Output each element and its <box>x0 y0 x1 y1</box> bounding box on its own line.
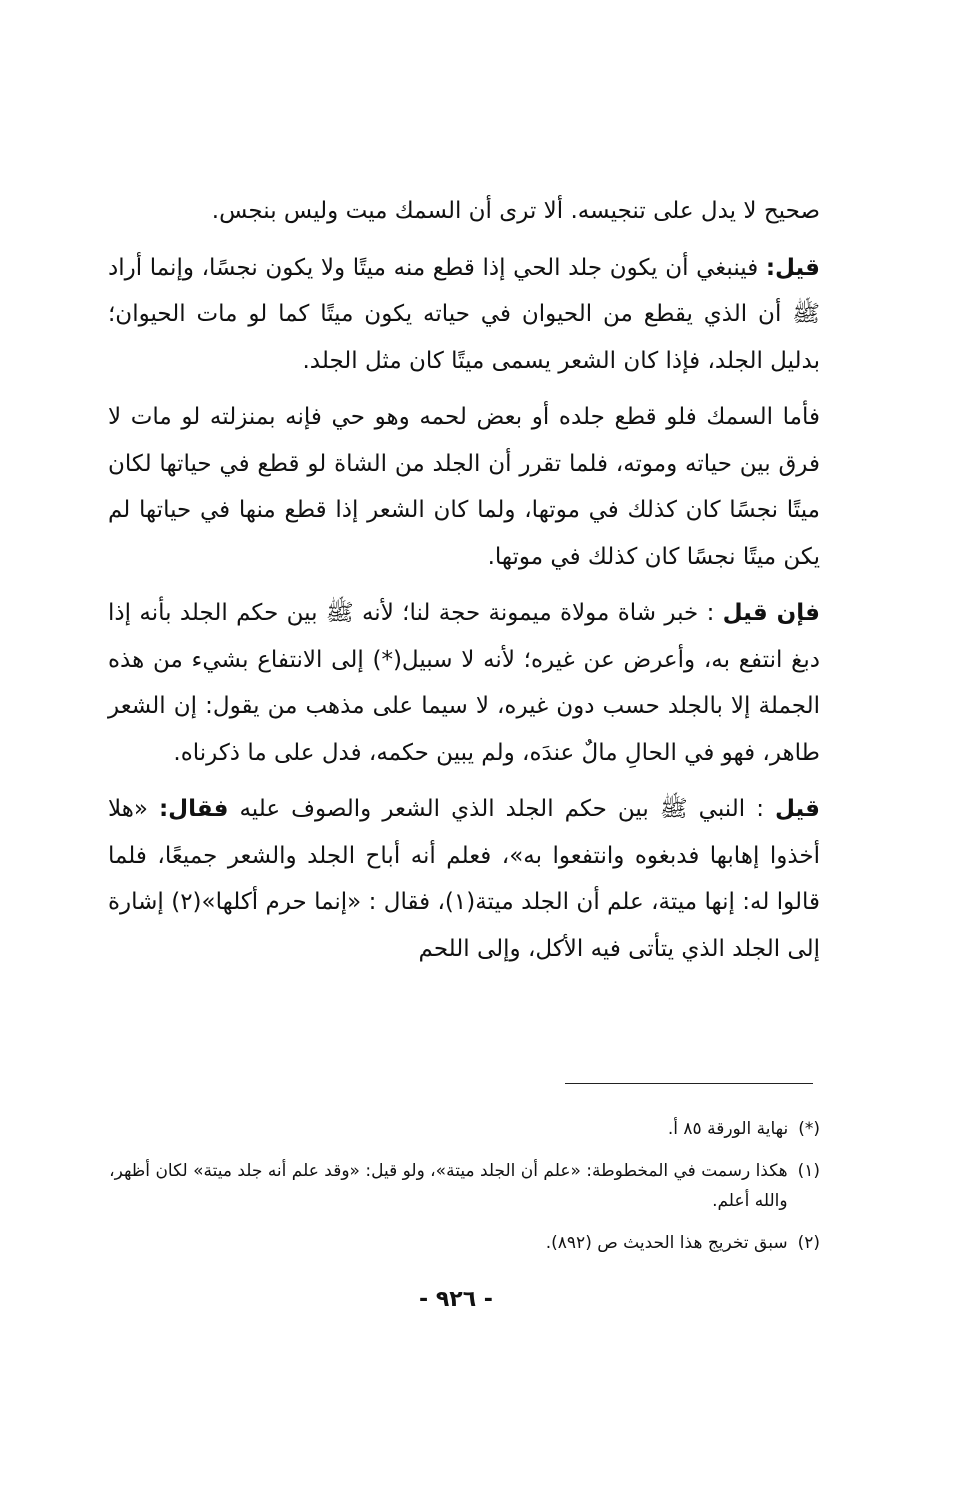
footnotes <box>108 1114 820 1270</box>
footnote-text: هكذا رسمت في المخطوطة: «علم أن الجلد ميتة»، ولو قيل: «وقد علم أنه جلد ميتة» لكان أظهر، والله أعلم. <box>109 1161 788 1211</box>
paragraph-2-text: فينبغي أن يكون جلد الحي إذا قطع منه ميتًا ولا يكون نجسًا، وإنما أراد ﷺ أن الذي يقطع من الحيوان في حياته يكون ميتًا كما لو مات الحيوان؛ بدليل الجلد، فإذا كان الشعر يسمى ميتًا كان مثل الجلد. <box>108 254 820 374</box>
paragraph-4-lead: فإن قيل <box>722 600 820 626</box>
footnote-text: سبق تخريج هذا الحديث ص (٨٩٢). <box>545 1233 788 1253</box>
paragraph-1 <box>108 188 820 235</box>
footnote-text: نهاية الورقة ٨٥ أ. <box>667 1119 789 1139</box>
page-number: - ٩٢٦ - <box>419 1287 493 1312</box>
paragraph-2 <box>108 245 820 385</box>
paragraph-3 <box>108 394 820 580</box>
paragraph-5 <box>108 786 820 972</box>
footnote-divider <box>565 1083 813 1084</box>
paragraph-2-lead: قيل: <box>765 254 820 281</box>
paragraph-5-lead-2: فقال: <box>158 796 229 822</box>
paragraph-4 <box>108 590 820 776</box>
paragraph-5-text-a: : النبي ﷺ بين حكم الجلد الذي الشعر والصوف عليه <box>228 796 775 822</box>
footnote-marker: (*) <box>798 1119 820 1139</box>
footnote <box>108 1114 820 1144</box>
paragraph-5-lead: قيل <box>775 796 820 822</box>
footnote <box>108 1156 820 1216</box>
footnote-marker: (١) <box>797 1161 820 1181</box>
footnote <box>108 1228 820 1258</box>
main-text <box>108 188 820 982</box>
paragraph-3-text: فأما السمك فلو قطع جلده أو بعض لحمه وهو حي فإنه بمنزلته لو مات لا فرق بين حياته وموته، فلما تقرر أن الجلد من الشاة لو قطع في حياتها لكان ميتًا نجسًا كان كذلك في موتها، ولما كان الشعر إذا قطع منها في حياتها لم يكن ميتًا نجسًا كان كذلك في موتها. <box>108 404 820 570</box>
paragraph-4-text: : خبر شاة مولاة ميمونة حجة لنا؛ لأنه ﷺ بين حكم الجلد بأنه إذا دبغ انتفع به، وأعرض عن غيره؛ لأنه لا سبيل(*) إلى الانتفاع بشيء من هذه الجملة إلا بالجلد حسب دون غيره، لا سيما على مذهب من يقول: إن الشعر طاهر، فهو في الحالِ مالٌ عندَه، ولم يبين حكمه، فدل على ما ذكرناه. <box>108 600 820 766</box>
footnote-marker: (٢) <box>797 1233 820 1253</box>
paragraph-1-text: صحيح لا يدل على تنجيسه. ألا ترى أن السمك ميت وليس بنجس. <box>211 198 820 224</box>
paragraph-5-text-b: «هلا أخذوا إهابها فدبغوه وانتفعوا به»، فعلم أنه أباح الجلد والشعر جميعًا، فلما قالوا له: إنها ميتة، علم أن الجلد ميتة(١)، فقال : «إنما حرم أكلها»(٢) إشارة إلى الجلد الذي يتأتى فيه الأكل، وإلى اللحم <box>108 796 820 962</box>
